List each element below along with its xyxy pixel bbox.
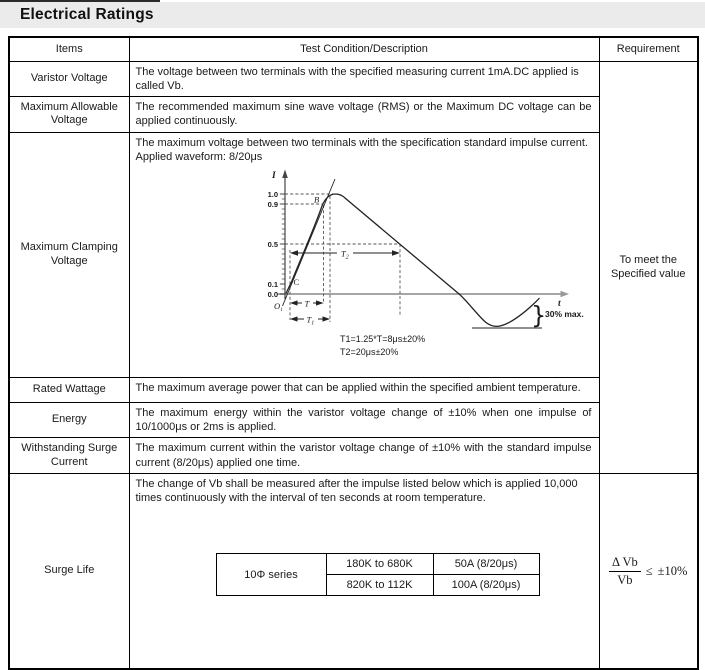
description-text: The recommended maximum sine wave voltage (RMS) or the Maximum DC voltage can be applied continuously. xyxy=(135,101,592,128)
t-arrow-label: T xyxy=(304,298,309,309)
description-cell xyxy=(129,402,599,438)
table-row-max-clamping-voltage xyxy=(9,132,698,377)
electrical-ratings-table xyxy=(8,36,699,670)
tick-label-1.0: 1.0 xyxy=(267,189,278,199)
t2-arrow-right-icon xyxy=(392,250,400,256)
fraction-numerator: Δ Vb xyxy=(609,555,641,571)
applied-waveform-text: Applied waveform: 8/20μs xyxy=(135,150,263,163)
y-axis-label: I xyxy=(271,170,276,181)
waveform-eq-t2: T2=20μs±20% xyxy=(339,346,398,357)
column-header-items: Items xyxy=(9,37,129,61)
description-cell xyxy=(129,473,599,669)
item-label: Maximum Allowable Voltage xyxy=(9,97,129,133)
description-cell xyxy=(129,97,599,133)
description-cell xyxy=(129,61,599,97)
current-cell: 100A (8/20μs) xyxy=(433,575,539,596)
page-title: Electrical Ratings xyxy=(20,6,154,23)
item-label: Maximum Clamping Voltage xyxy=(9,132,129,377)
t-arrow-right-icon xyxy=(316,300,324,305)
table-row-varistor-voltage xyxy=(9,61,698,97)
tick-label-0.5: 0.5 xyxy=(267,239,278,249)
x-axis-label: t xyxy=(557,298,561,309)
x-axis-arrow-icon xyxy=(560,290,569,297)
item-label: Energy xyxy=(9,402,129,438)
description-text: The maximum current within the varistor voltage change of ±10% with the standard impulse current (8/20μs) applied one time. xyxy=(135,442,592,469)
header-row xyxy=(9,37,698,61)
impulse-curve xyxy=(286,194,540,326)
t-arrow-left-icon xyxy=(290,300,298,305)
point-c-label: C xyxy=(293,276,299,287)
table-row-energy xyxy=(9,402,698,438)
delta-vb-formula xyxy=(609,555,687,587)
requirement-line1: To meet the xyxy=(619,253,677,266)
t2-arrow-left-icon xyxy=(290,250,298,256)
fraction xyxy=(609,555,641,587)
column-header-description: Test Condition/Description xyxy=(129,37,599,61)
requirement-cell-surge-life xyxy=(599,473,698,669)
t2-arrow-label: $T_2$ xyxy=(340,248,349,261)
range-cell: 820K to 112K xyxy=(326,575,433,596)
t1-arrow-label: $T_1$ xyxy=(306,314,314,327)
range-cell: 180K to 680K xyxy=(326,554,433,575)
current-cell: 50A (8/20μs) xyxy=(433,554,539,575)
description-cell xyxy=(129,438,599,474)
t1-arrow-right-icon xyxy=(322,316,330,321)
point-b-label: B xyxy=(313,194,319,205)
table-row-rated-wattage xyxy=(9,377,698,402)
tick-label-0.9: 0.9 xyxy=(267,199,278,209)
surge-table-row xyxy=(216,554,539,575)
table-row-surge-life xyxy=(9,473,698,669)
waveform-eq-t1: T1=1.25*T=8μs±20% xyxy=(339,333,425,344)
description-text: The maximum average power that can be applied within the specified ambient temperature. xyxy=(135,381,581,394)
impulse-waveform-diagram xyxy=(252,166,588,366)
requirement-cell-main xyxy=(599,61,698,473)
relation-symbol: ≤ xyxy=(645,563,653,578)
item-label: Surge Life xyxy=(9,473,129,669)
column-header-requirement: Requirement xyxy=(599,37,698,61)
fraction-denominator: Vb xyxy=(617,572,633,587)
description-text: The change of Vb shall be measured after the impulse listed below which is applied 10,000 times continuously with the interval of ten seconds at room temperature. xyxy=(135,477,578,505)
description-text: The maximum energy within the varistor voltage change of ±10% when one impulse of 10/1000μs or 2ms is applied. xyxy=(135,406,592,433)
section-title-bar xyxy=(0,2,705,28)
y-axis-arrow-icon xyxy=(282,169,288,178)
surge-life-conditions-table xyxy=(216,553,540,596)
item-label: Withstanding Surge Current xyxy=(9,438,129,474)
virtual-origin-label: $O_1$ xyxy=(273,300,283,313)
description-text: The voltage between two terminals with the specified measuring current 1mA.DC applied is called Vb. xyxy=(135,65,579,92)
item-label: Varistor Voltage xyxy=(9,61,129,97)
series-cell: 10Φ series xyxy=(216,554,326,596)
description-cell xyxy=(129,377,599,402)
description-cell xyxy=(129,132,599,377)
undershoot-brace-icon: } xyxy=(530,301,546,330)
item-label: Rated Wattage xyxy=(9,377,129,402)
tolerance-value: ±10% xyxy=(657,563,688,578)
description-text: The maximum voltage between two terminals with the specification standard impulse current. xyxy=(135,136,588,149)
table-row-max-allowable-voltage xyxy=(9,97,698,133)
requirement-line2: Specified value xyxy=(610,268,686,281)
table-row-withstanding-surge-current xyxy=(9,438,698,474)
tick-label-0.0: 0.0 xyxy=(267,289,278,299)
undershoot-note: 30% max. xyxy=(544,308,584,319)
t1-arrow-left-icon xyxy=(290,316,298,321)
tick-label-0.1: 0.1 xyxy=(267,279,278,289)
